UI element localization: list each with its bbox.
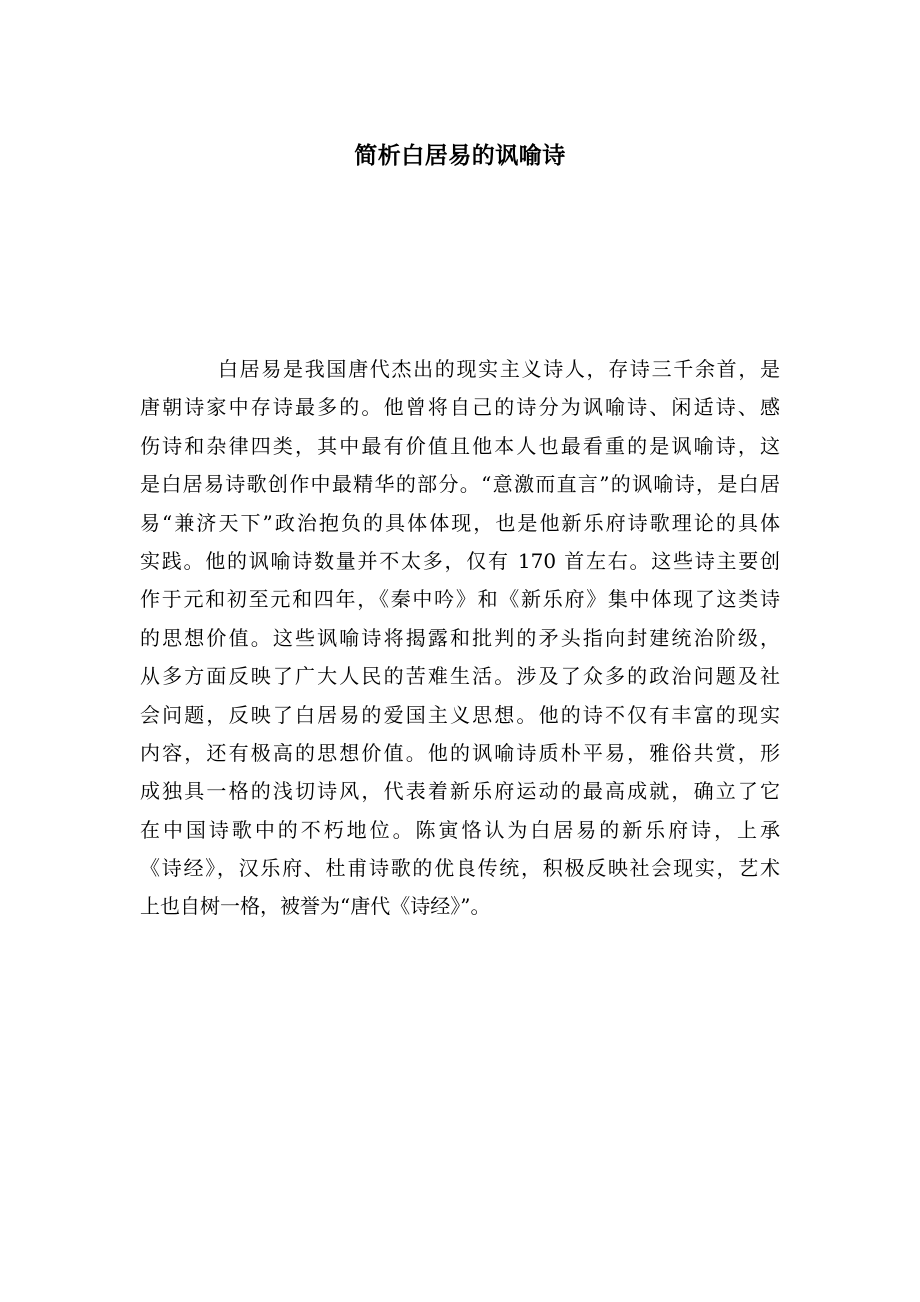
paragraph-line: 从多方面反映了广大人民的苦难生活。涉及了众多的政治问题及社	[140, 664, 780, 689]
paragraph-line: 会问题，反映了白居易的爱国主义思想。他的诗不仅有丰富的现实	[140, 702, 780, 727]
paragraph-line: 内容，还有极高的思想价值。他的讽喻诗质朴平易，雅俗共赏，形	[140, 740, 780, 765]
document-title: 简析白居易的讽喻诗	[354, 143, 566, 169]
paragraph-line: 《诗经》，汉乐府、杜甫诗歌的优良传统，积极反映社会现实，艺术	[140, 856, 780, 881]
paragraph-line: 的思想价值。这些讽喻诗将揭露和批判的矛头指向封建统治阶级，	[140, 625, 780, 650]
body-paragraph	[140, 350, 780, 926]
paragraph-line: 在中国诗歌中的不朽地位。陈寅恪认为白居易的新乐府诗，上承	[140, 817, 780, 842]
paragraph-line: 易“兼济天下”政治抱负的具体体现，也是他新乐府诗歌理论的具体	[140, 510, 780, 535]
paragraph-line: 上也自树一格，被誉为“唐代《诗经》”。	[140, 894, 491, 919]
paragraph-line: 伤诗和杂律四类，其中最有价值且他本人也最看重的是讽喻诗，这	[140, 433, 780, 458]
paragraph-line: 成独具一格的浅切诗风，代表着新乐府运动的最高成就，确立了它	[140, 779, 780, 804]
paragraph-line: 是白居易诗歌创作中最精华的部分。“意激而直言”的讽喻诗，是白居	[140, 472, 780, 497]
paragraph-line: 唐朝诗家中存诗最多的。他曾将自己的诗分为讽喻诗、闲适诗、感	[140, 395, 780, 420]
paragraph-line: 作于元和初至元和四年，《秦中吟》和《新乐府》集中体现了这类诗	[140, 587, 780, 612]
paragraph-line: 白居易是我国唐代杰出的现实主义诗人，存诗三千余首，是	[218, 357, 780, 381]
paragraph-line: 实践。他的讽喻诗数量并不太多，仅有 170 首左右。这些诗主要创	[140, 548, 780, 573]
